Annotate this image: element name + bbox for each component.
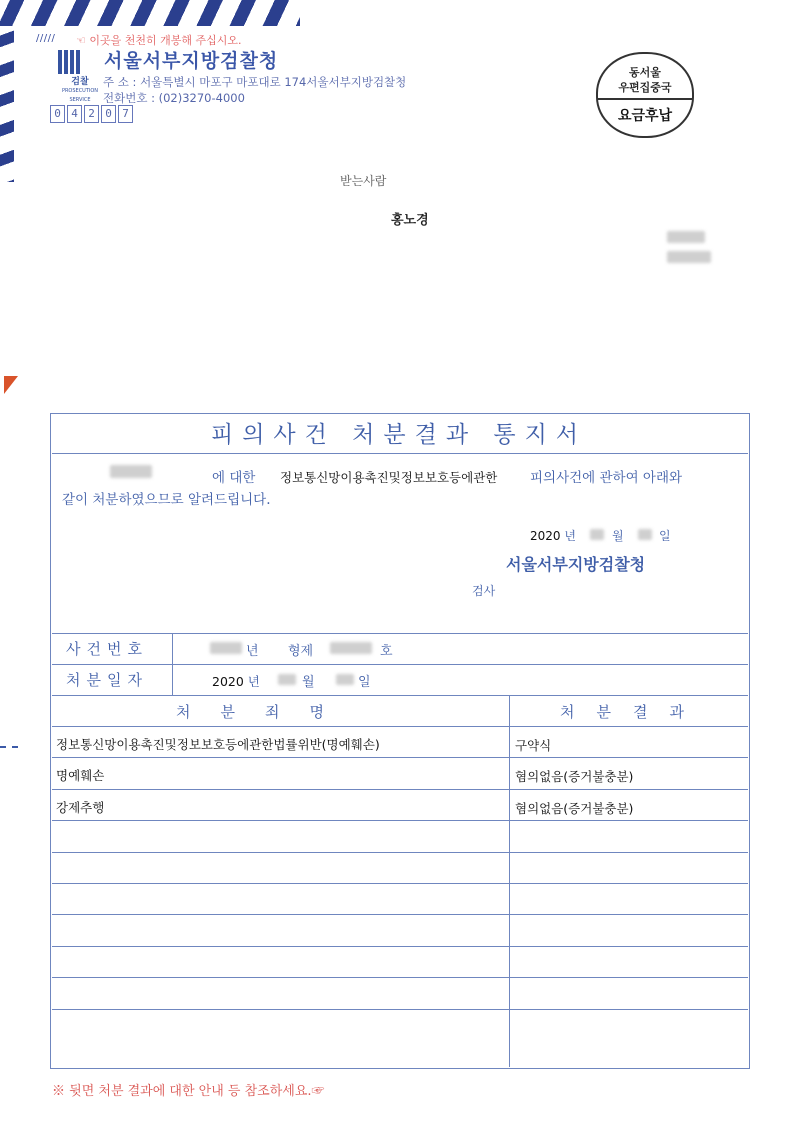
case-info-bottom-rule	[52, 695, 748, 696]
disposition-year: 2020	[212, 674, 244, 689]
offense-inline: 정보통신망이용촉진및정보보호등에관한	[280, 470, 498, 485]
case-year-unit: 년	[246, 644, 259, 659]
table-row-charge: 명예훼손	[56, 768, 105, 783]
table-row-result: 혐의없음(증거불충분)	[515, 769, 634, 784]
case-number-label: 사건번호	[66, 640, 148, 658]
intro-line-2: 같이 처분하였으므로 알려드립니다.	[62, 492, 271, 508]
case-info-mid-rule	[52, 664, 748, 665]
case-type: 형제	[288, 644, 314, 659]
disposition-year-unit: 년	[247, 674, 260, 689]
phone-value: (02)3270-4000	[158, 91, 245, 105]
notice-date-year: 2020	[530, 529, 561, 543]
postage-stamp	[596, 52, 694, 138]
year-unit: 년	[564, 529, 576, 543]
table-row-rule	[52, 820, 748, 821]
disposition-month-unit: 월	[302, 675, 315, 690]
postal-digit: 0	[50, 105, 65, 123]
stamp-line-2: 우편집중국	[618, 81, 672, 94]
postal-code	[50, 105, 133, 123]
stamp-line-1: 동서울	[629, 66, 661, 79]
month-unit: 월	[612, 529, 624, 543]
phone-label: 전화번호 :	[103, 91, 155, 105]
intro-tail: 피의사건에 관하여 아래와	[530, 470, 683, 486]
tear-line-marker	[0, 746, 18, 748]
table-row-result: 구약식	[515, 738, 552, 753]
redacted-day	[638, 529, 652, 540]
recipient-label: 받는사람	[340, 174, 387, 188]
table-row-charge: 강제추행	[56, 800, 105, 815]
disposition-date	[212, 672, 260, 690]
address-value: 서울특별시 마포구 마포대로 174서울서부지방검찰청	[140, 75, 407, 89]
table-row-rule	[52, 914, 748, 915]
redacted-address-1	[667, 231, 705, 243]
tear-hint-text[interactable]: ☜ 이곳을 천천히 개봉해 주십시오.	[76, 34, 242, 47]
table-row-rule	[52, 883, 748, 884]
table-row-rule	[52, 789, 748, 790]
sender-organization: 서울서부지방검찰청	[104, 50, 279, 72]
day-unit: 일	[659, 529, 671, 543]
about-label: 에 대한	[212, 470, 256, 486]
prosecution-logo-icon	[58, 50, 86, 74]
postal-digit: 4	[67, 105, 82, 123]
postal-digit: 2	[84, 105, 99, 123]
redacted-address-2	[667, 251, 711, 263]
address-label: 주 소 :	[103, 75, 137, 89]
notice-date	[530, 527, 576, 544]
title-divider	[52, 453, 748, 454]
redacted-case-year	[210, 642, 242, 654]
table-row-rule	[52, 977, 748, 978]
case-info-top-rule	[52, 633, 748, 634]
tear-slashes: /////	[36, 33, 56, 44]
charges-column-header: 처분죄명	[176, 703, 354, 721]
fold-marker	[4, 376, 18, 394]
table-row-rule	[52, 757, 748, 758]
stamp-divider	[598, 98, 692, 100]
notice-title: 피의사건 처분결과 통지서	[210, 422, 588, 448]
footer-note: ※ 뒷면 처분 결과에 대한 안내 등 참조하세요.☞	[52, 1084, 325, 1099]
sender-phone	[103, 90, 245, 106]
prosecution-logo-caption	[58, 78, 102, 104]
postal-digit: 0	[101, 105, 116, 123]
disposition-day-unit: 일	[358, 675, 371, 690]
redacted-case-number	[330, 642, 372, 654]
airmail-border-left	[0, 26, 14, 182]
stamp-line-3: 요금후납	[617, 108, 673, 124]
redacted-disp-day	[336, 674, 354, 685]
charges-table-divider	[509, 695, 510, 1067]
sender-address	[103, 74, 406, 90]
redacted-suspect-name	[110, 465, 152, 478]
postal-digit: 7	[118, 105, 133, 123]
table-row-result: 혐의없음(증거불충분)	[515, 801, 634, 816]
airmail-border-top	[0, 0, 300, 26]
table-row-rule	[52, 1009, 748, 1010]
redacted-month	[590, 529, 604, 540]
table-row-rule	[52, 852, 748, 853]
logo-word: 검찰	[71, 77, 89, 87]
table-row-rule	[52, 946, 748, 947]
table-row-charge: 정보통신망이용촉진및정보보호등에관한법률위반(명예훼손)	[56, 737, 380, 752]
issuer-office: 서울서부지방검찰청	[506, 555, 646, 574]
charges-header-rule	[52, 726, 748, 727]
redacted-disp-month	[278, 674, 296, 685]
prosecutor-label: 검사	[472, 584, 496, 598]
case-number-unit: 호	[380, 644, 393, 659]
result-column-header: 처분결과	[560, 703, 706, 721]
logo-subtext: PROSECUTION SERVICE	[61, 88, 99, 103]
recipient-name: 홍노경	[391, 213, 429, 228]
disposition-date-label: 처분일자	[66, 671, 148, 689]
